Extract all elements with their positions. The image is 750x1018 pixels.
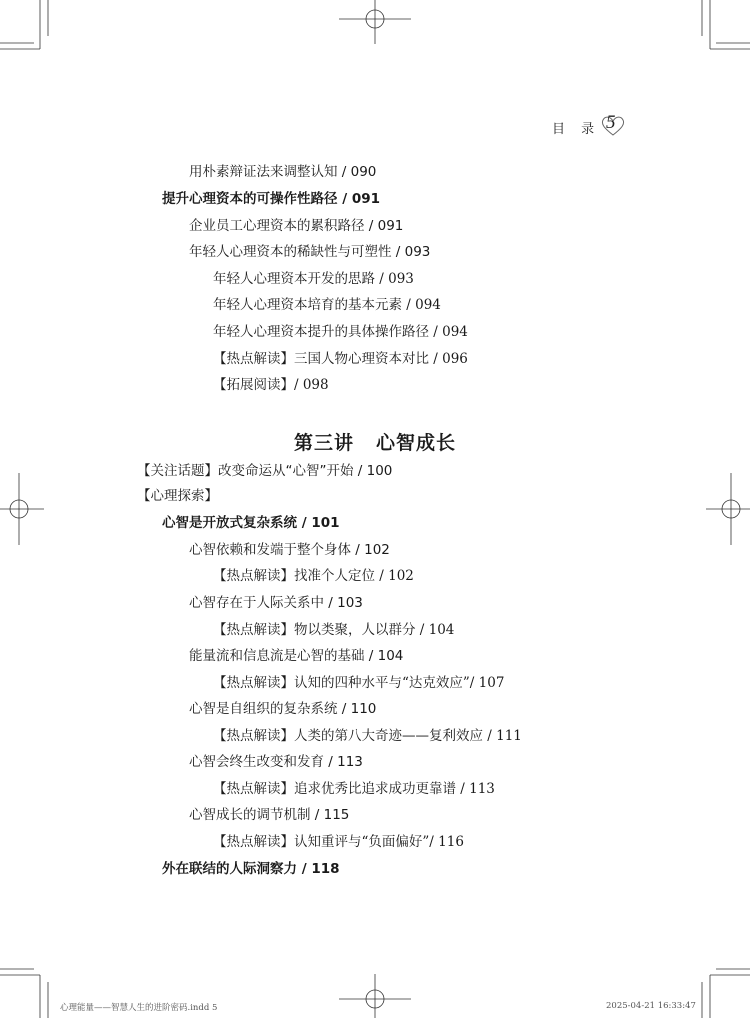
toc-entry: 年轻人心理资本提升的具体操作路径 / 094 <box>213 324 468 340</box>
toc-entry: 心智依赖和发端于整个身体 / 102 <box>189 542 390 558</box>
toc-entry: 【热点解读】三国人物心理资本对比 / 096 <box>213 351 468 367</box>
print-slug-filename: 心理能量——智慧人生的进阶密码.indd 5 <box>60 1003 218 1013</box>
toc-entry: 提升心理资本的可操作性路径 / 091 <box>162 191 381 207</box>
toc-entry: 心智会终生改变和发育 / 113 <box>189 754 363 770</box>
toc-entry: 心智是开放式复杂系统 / 101 <box>162 515 340 531</box>
toc-entry: 年轻人心理资本培育的基本元素 / 094 <box>213 297 441 313</box>
toc-entry: 能量流和信息流是心智的基础 / 104 <box>189 648 404 664</box>
toc-entry: 心智存在于人际关系中 / 103 <box>189 595 363 611</box>
toc-entry: 【热点解读】认知的四种水平与“达克效应”/ 107 <box>213 675 505 691</box>
toc-entry: 心智成长的调节机制 / 115 <box>189 807 350 823</box>
toc-entry: 【拓展阅读】/ 098 <box>213 377 329 393</box>
lecture-title <box>0 428 750 455</box>
toc-entry: 【热点解读】人类的第八大奇迹——复利效应 / 111 <box>213 728 522 744</box>
toc-entry: 年轻人心理资本开发的思路 / 093 <box>213 271 414 287</box>
toc-entry: 【热点解读】认知重评与“负面偏好”/ 116 <box>213 834 464 850</box>
toc-entry: 【热点解读】物以类聚，人以群分 / 104 <box>213 622 455 638</box>
toc-entry: 心智是自组织的复杂系统 / 110 <box>189 701 377 717</box>
lecture-name: 心智成长 <box>376 432 457 454</box>
running-header: 目 录 <box>552 122 601 137</box>
toc-entry: 【心理探索】 <box>137 488 218 504</box>
print-slug-timestamp: 2025-04-21 16:33:47 <box>606 1001 696 1011</box>
lecture-number: 第三讲 <box>293 432 354 454</box>
toc-entry: 【关注话题】改变命运从“心智”开始 / 100 <box>137 463 393 479</box>
toc-entry: 【热点解读】找准个人定位 / 102 <box>213 568 414 584</box>
page-number: 5 <box>606 112 616 133</box>
toc-entry: 【热点解读】追求优秀比追求成功更靠谱 / 113 <box>213 781 495 797</box>
toc-entry: 用朴素辩证法来调整认知 / 090 <box>189 164 377 180</box>
toc-entry: 企业员工心理资本的累积路径 / 091 <box>189 218 404 234</box>
toc-entry: 年轻人心理资本的稀缺性与可塑性 / 093 <box>189 244 431 260</box>
toc-entry: 外在联结的人际洞察力 / 118 <box>162 861 340 877</box>
